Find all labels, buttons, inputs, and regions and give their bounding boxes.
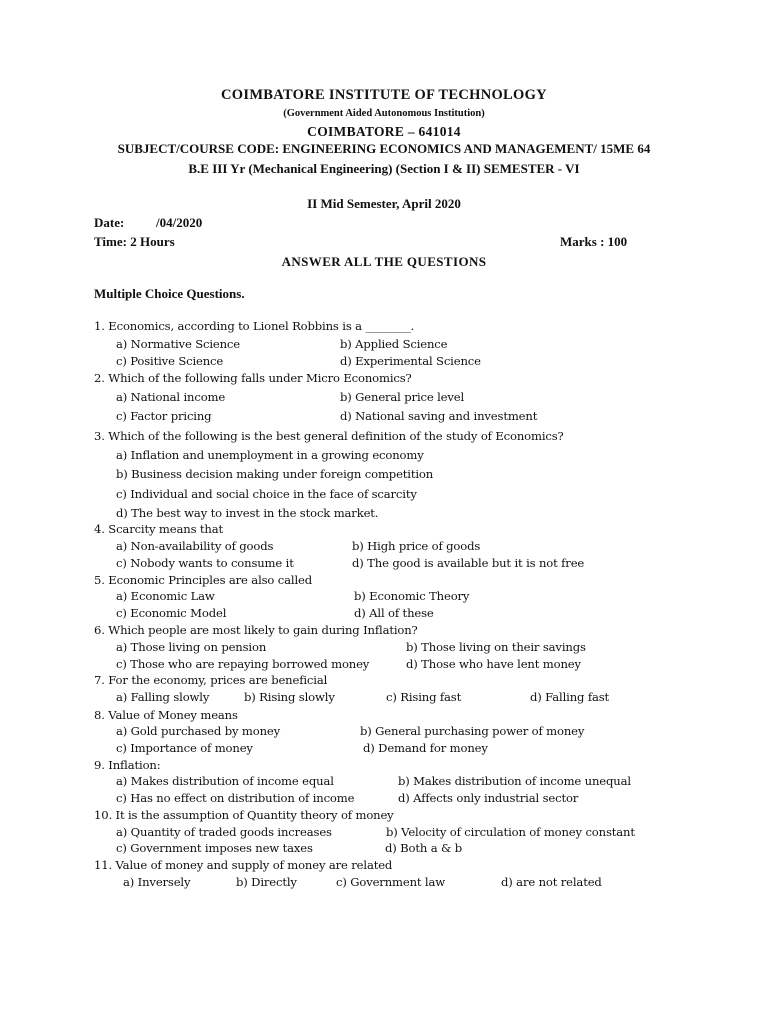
option-a: a) Economic Law	[116, 589, 215, 603]
option-d: d) are not related	[501, 875, 602, 889]
option-a: a) Normative Science	[116, 337, 240, 351]
option-b: b) Velocity of circulation of money constant	[386, 825, 635, 839]
option-d: d) All of these	[354, 606, 434, 620]
option-b: b) General purchasing power of money	[360, 724, 585, 738]
option-c: c) Individual and social choice in the face of scarcity	[116, 487, 417, 501]
question-text: 10. It is the assumption of Quantity theory of money	[94, 808, 394, 822]
option-d: d) The good is available but it is not free	[352, 556, 585, 570]
question-text: 6. Which people are most likely to gain during Inflation?	[94, 623, 418, 637]
exam-title: II Mid Semester, April 2020	[307, 196, 461, 211]
option-c: c) Rising fast	[386, 690, 462, 704]
question-text: 1. Economics, according to Lionel Robbins is a ________.	[94, 319, 415, 333]
question-text: 2. Which of the following falls under Micro Economics?	[94, 371, 412, 385]
option-c: c) Government imposes new taxes	[116, 841, 313, 855]
option-d: d) The best way to invest in the stock market.	[116, 506, 379, 520]
option-a: a) Gold purchased by money	[116, 724, 281, 738]
question-text: 5. Economic Principles are also called	[94, 573, 312, 587]
date-label: Date:	[94, 215, 125, 230]
option-b: b) Makes distribution of income unequal	[398, 774, 631, 788]
option-d: d) National saving and investment	[340, 409, 538, 423]
institution-city: COIMBATORE – 641014	[307, 124, 461, 139]
question-text: 11. Value of money and supply of money are related	[94, 858, 393, 872]
option-a: a) Makes distribution of income equal	[116, 774, 334, 788]
option-a: a) Falling slowly	[116, 690, 210, 704]
institution-status: (Government Aided Autonomous Institution)	[283, 108, 485, 119]
option-b: b) Rising slowly	[244, 690, 335, 704]
question-text: 9. Inflation:	[94, 758, 161, 772]
option-a: a) Inflation and unemployment in a growing economy	[116, 448, 424, 462]
date-value: /04/2020	[156, 215, 203, 230]
option-d: d) Those who have lent money	[406, 657, 581, 671]
option-d: d) Affects only industrial sector	[398, 791, 579, 805]
programme-line: B.E III Yr (Mechanical Engineering) (Section I & II) SEMESTER - VI	[188, 161, 580, 176]
option-d: d) Demand for money	[363, 741, 488, 755]
option-c: c) Has no effect on distribution of income	[116, 791, 355, 805]
option-a: a) National income	[116, 390, 226, 404]
option-b: b) Directly	[236, 875, 297, 889]
option-a: a) Non-availability of goods	[116, 539, 274, 553]
question-text: 3. Which of the following is the best general definition of the study of Economics?	[94, 429, 564, 443]
option-b: b) High price of goods	[352, 539, 481, 553]
option-c: c) Economic Model	[116, 606, 227, 620]
option-c: c) Nobody wants to consume it	[116, 556, 294, 570]
instruction-heading: ANSWER ALL THE QUESTIONS	[281, 254, 487, 269]
option-c: c) Government law	[336, 875, 446, 889]
subject-course-code: SUBJECT/COURSE CODE: ENGINEERING ECONOMICS AND MANAGEMENT/ 15ME 64	[117, 141, 651, 156]
option-b: b) Economic Theory	[354, 589, 470, 603]
question-text: 7. For the economy, prices are beneficial	[94, 673, 328, 687]
option-c: c) Importance of money	[116, 741, 253, 755]
option-c: c) Those who are repaying borrowed money	[116, 657, 370, 671]
institution-name: COIMBATORE INSTITUTE OF TECHNOLOGY	[221, 87, 547, 103]
option-a: a) Those living on pension	[116, 640, 267, 654]
option-a: a) Quantity of traded goods increases	[116, 825, 332, 839]
option-b: b) General price level	[340, 390, 465, 404]
question-text: 4. Scarcity means that	[94, 522, 223, 536]
duration-label: Time: 2 Hours	[94, 234, 175, 249]
option-a: a) Inversely	[123, 875, 191, 889]
option-c: c) Positive Science	[116, 354, 224, 368]
question-text: 8. Value of Money means	[94, 708, 238, 722]
option-c: c) Factor pricing	[116, 409, 212, 423]
marks-label: Marks : 100	[560, 234, 628, 249]
option-d: d) Falling fast	[530, 690, 610, 704]
option-d: d) Both a & b	[385, 841, 463, 855]
option-b: b) Those living on their savings	[406, 640, 586, 654]
option-d: d) Experimental Science	[340, 354, 481, 368]
section-heading: Multiple Choice Questions.	[94, 286, 245, 301]
option-b: b) Business decision making under foreign competition	[116, 467, 434, 481]
option-b: b) Applied Science	[340, 337, 448, 351]
